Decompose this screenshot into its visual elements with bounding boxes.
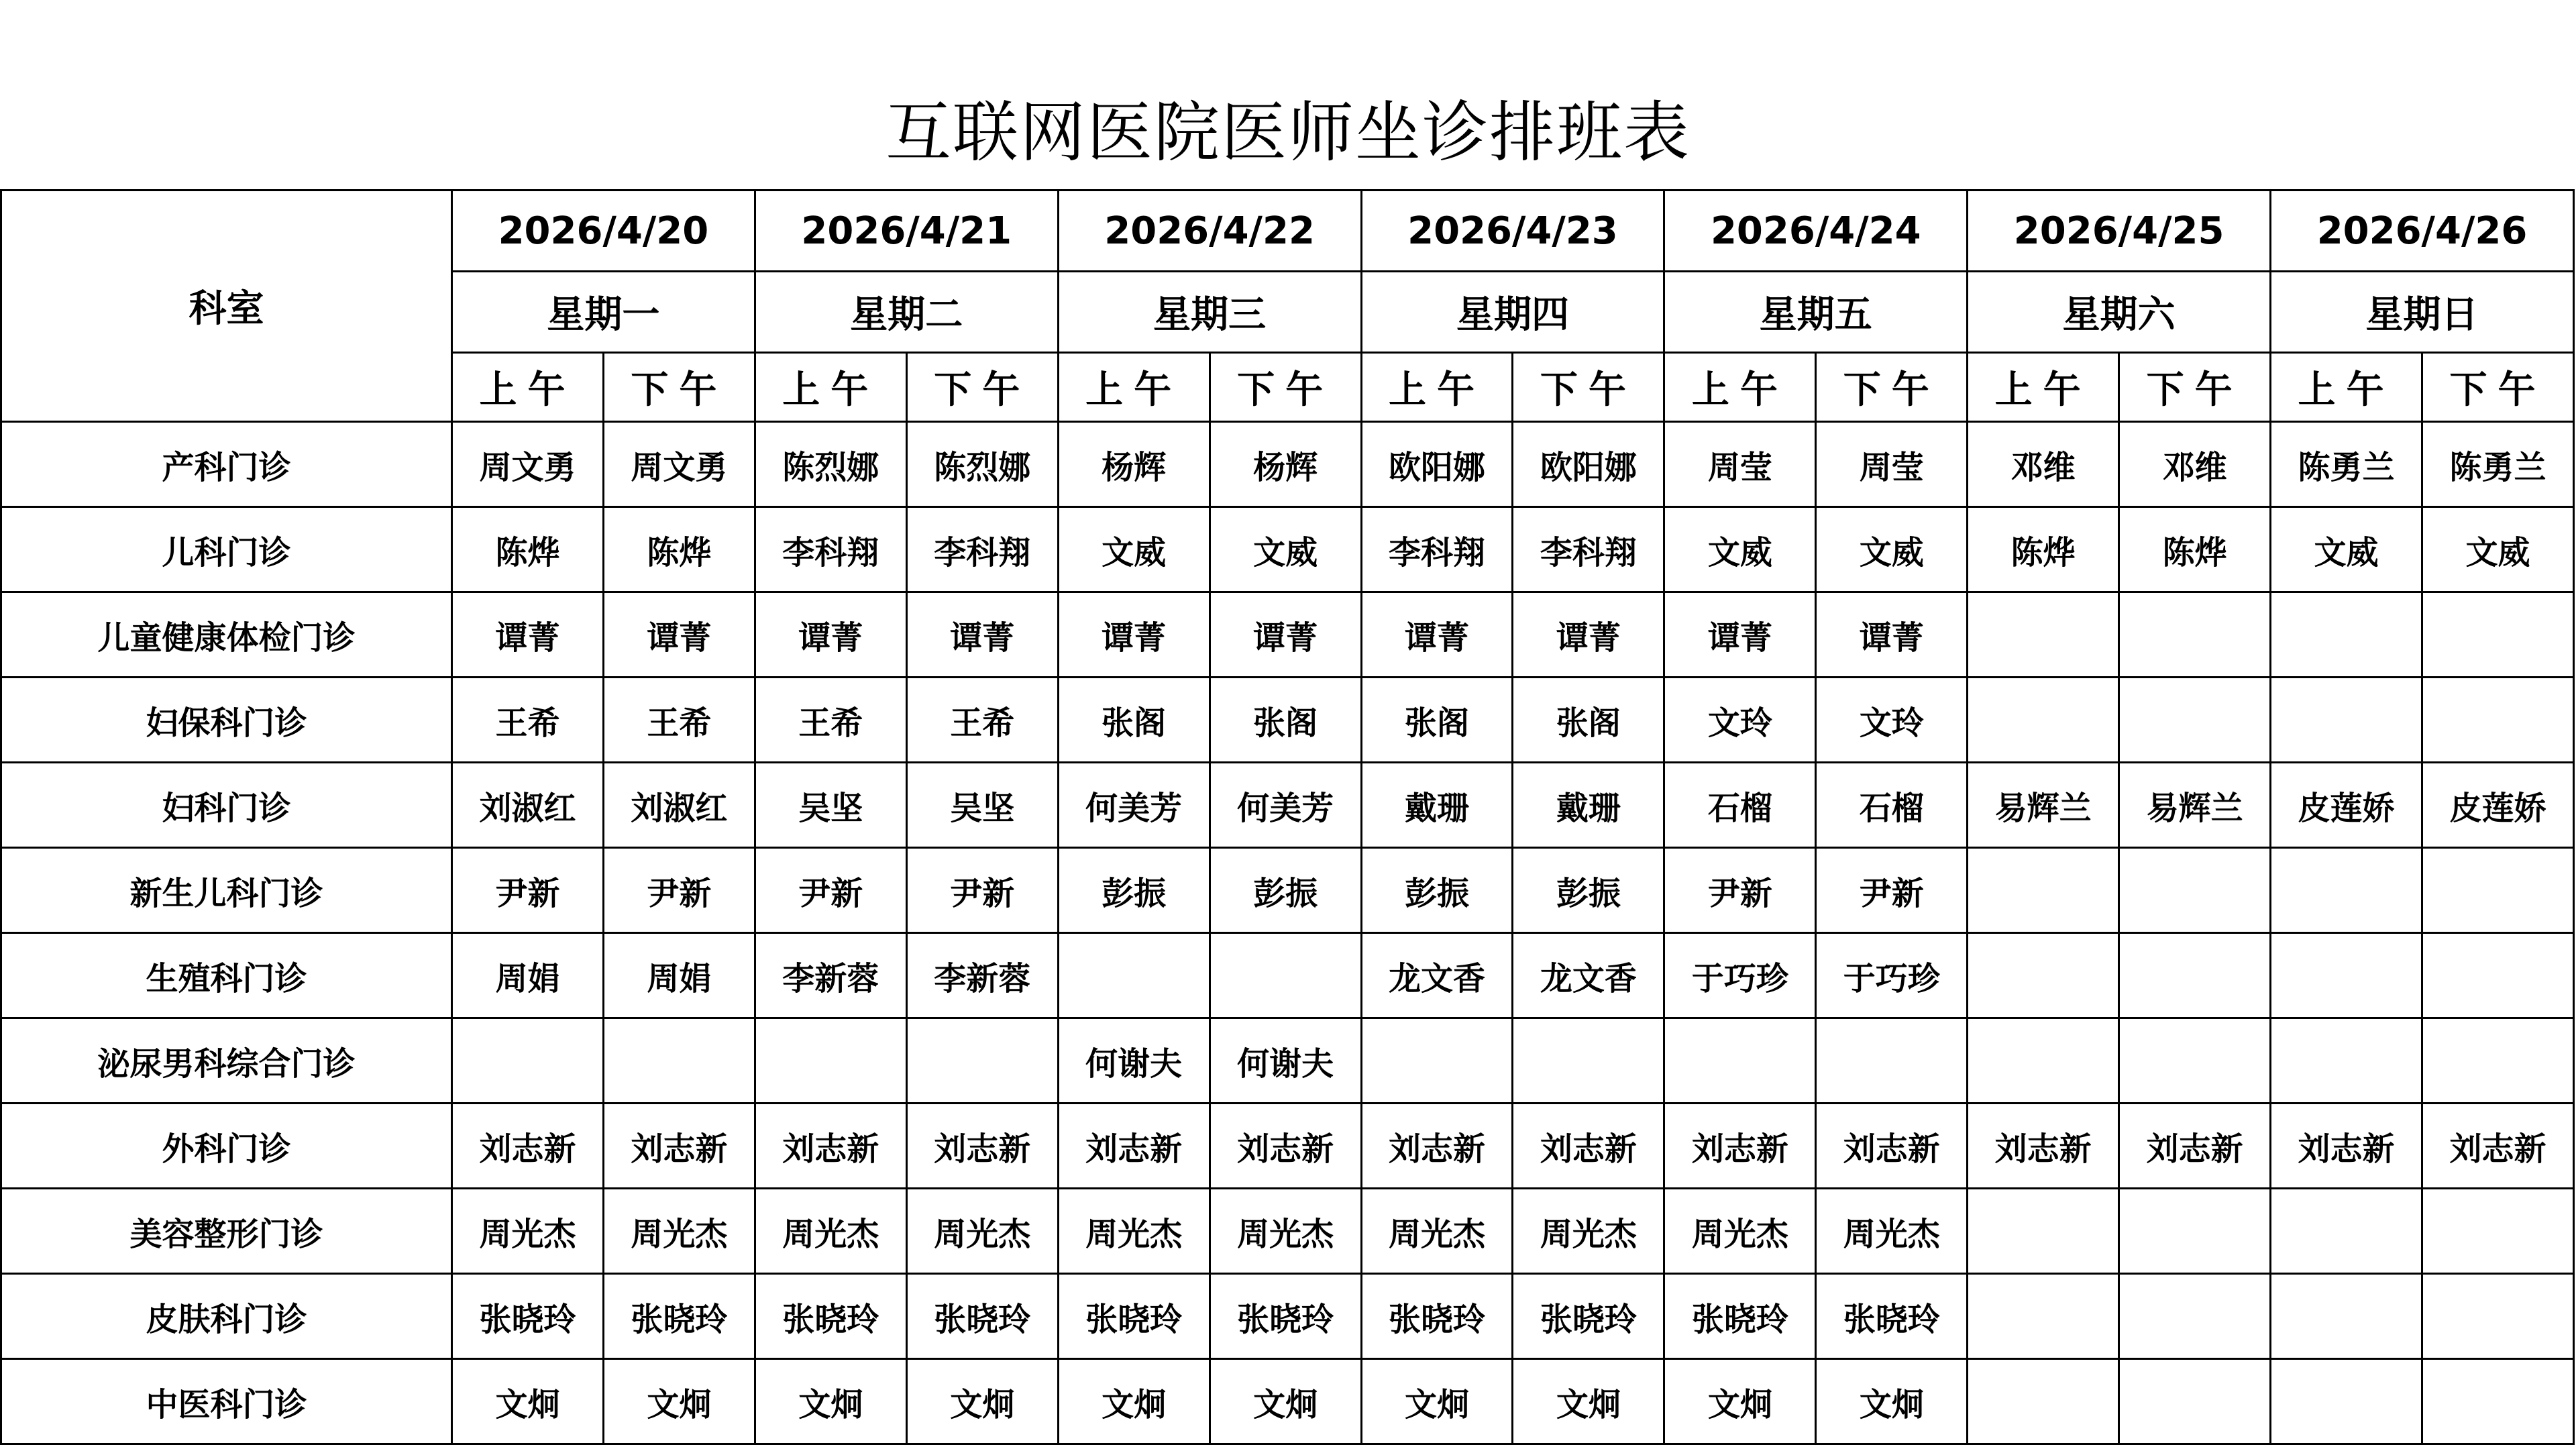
doctor-cell	[2271, 1359, 2422, 1444]
pm-header: 下午	[603, 353, 755, 422]
doctor-cell: 陈烈娜	[755, 422, 906, 507]
doctor-cell	[2422, 1274, 2573, 1359]
doctor-cell: 张阁	[1513, 678, 1664, 763]
doctor-cell: 周娟	[452, 933, 604, 1018]
am-header: 上午	[2271, 353, 2422, 422]
doctor-cell: 彭振	[1058, 848, 1210, 933]
doctor-cell: 彭振	[1513, 848, 1664, 933]
doctor-cell: 周文勇	[452, 422, 604, 507]
doctor-cell	[1513, 1018, 1664, 1104]
doctor-cell: 刘志新	[2422, 1104, 2573, 1189]
table-row	[1, 1189, 2574, 1274]
doctor-cell: 李科翔	[1361, 507, 1513, 592]
doctor-cell: 谭菁	[1816, 592, 1968, 678]
doctor-cell	[1968, 1018, 2119, 1104]
doctor-cell: 张晓玲	[1210, 1274, 1361, 1359]
table-row	[1, 592, 2574, 678]
doctor-cell: 谭菁	[1210, 592, 1361, 678]
doctor-cell	[1968, 1274, 2119, 1359]
doctor-cell: 尹新	[452, 848, 604, 933]
doctor-cell: 陈烨	[2119, 507, 2271, 592]
doctor-cell: 何美芳	[1058, 763, 1210, 848]
doctor-cell: 周光杰	[603, 1189, 755, 1274]
doctor-cell: 尹新	[603, 848, 755, 933]
dept-cell: 皮肤科门诊	[1, 1274, 452, 1359]
doctor-cell: 陈烨	[452, 507, 604, 592]
doctor-cell: 刘志新	[2119, 1104, 2271, 1189]
doctor-cell	[1968, 592, 2119, 678]
doctor-cell: 谭菁	[1513, 592, 1664, 678]
doctor-cell	[2271, 1018, 2422, 1104]
doctor-cell: 何谢夫	[1058, 1018, 1210, 1104]
schedule-table	[0, 189, 2575, 1445]
doctor-cell: 刘志新	[906, 1104, 1058, 1189]
doctor-cell: 易辉兰	[2119, 763, 2271, 848]
doctor-cell: 刘志新	[1816, 1104, 1968, 1189]
doctor-cell	[2271, 592, 2422, 678]
doctor-cell: 谭菁	[906, 592, 1058, 678]
doctor-cell: 尹新	[755, 848, 906, 933]
dept-cell: 妇科门诊	[1, 763, 452, 848]
table-row	[1, 1104, 2574, 1189]
doctor-cell: 陈勇兰	[2422, 422, 2573, 507]
pm-header: 下午	[1210, 353, 1361, 422]
doctor-cell	[2119, 678, 2271, 763]
doctor-cell: 文炯	[1210, 1359, 1361, 1444]
doctor-cell: 谭菁	[1664, 592, 1816, 678]
doctor-cell	[603, 1018, 755, 1104]
doctor-cell: 文炯	[906, 1359, 1058, 1444]
doctor-cell: 周光杰	[906, 1189, 1058, 1274]
doctor-cell: 谭菁	[452, 592, 604, 678]
doctor-cell: 龙文香	[1513, 933, 1664, 1018]
doctor-cell: 周光杰	[1664, 1189, 1816, 1274]
doctor-cell: 何谢夫	[1210, 1018, 1361, 1104]
doctor-cell: 谭菁	[603, 592, 755, 678]
doctor-cell: 欧阳娜	[1361, 422, 1513, 507]
doctor-cell: 于巧珍	[1816, 933, 1968, 1018]
am-header: 上午	[755, 353, 906, 422]
doctor-cell	[1968, 933, 2119, 1018]
doctor-cell: 周光杰	[1361, 1189, 1513, 1274]
doctor-cell	[1968, 1189, 2119, 1274]
date-header: 2026/4/23	[1361, 191, 1664, 272]
doctor-cell: 文炯	[755, 1359, 906, 1444]
doctor-cell	[1968, 678, 2119, 763]
doctor-cell: 皮莲娇	[2422, 763, 2573, 848]
doctor-cell: 王希	[452, 678, 604, 763]
doctor-cell: 文威	[1816, 507, 1968, 592]
dept-cell: 美容整形门诊	[1, 1189, 452, 1274]
doctor-cell: 吴坚	[906, 763, 1058, 848]
doctor-cell	[2271, 848, 2422, 933]
dept-cell: 外科门诊	[1, 1104, 452, 1189]
doctor-cell	[2119, 592, 2271, 678]
doctor-cell: 文威	[1664, 507, 1816, 592]
doctor-cell: 文炯	[603, 1359, 755, 1444]
table-row	[1, 1359, 2574, 1444]
table-row	[1, 933, 2574, 1018]
doctor-cell: 刘志新	[1664, 1104, 1816, 1189]
doctor-cell: 文威	[2422, 507, 2573, 592]
doctor-cell: 邓维	[1968, 422, 2119, 507]
doctor-cell: 龙文香	[1361, 933, 1513, 1018]
pm-header: 下午	[2119, 353, 2271, 422]
table-row	[1, 507, 2574, 592]
doctor-cell: 何美芳	[1210, 763, 1361, 848]
doctor-cell	[2422, 848, 2573, 933]
doctor-cell: 周莹	[1816, 422, 1968, 507]
date-header: 2026/4/25	[1968, 191, 2271, 272]
dept-cell: 泌尿男科综合门诊	[1, 1018, 452, 1104]
doctor-cell: 张阁	[1210, 678, 1361, 763]
doctor-cell: 李科翔	[1513, 507, 1664, 592]
doctor-cell: 戴珊	[1361, 763, 1513, 848]
doctor-cell: 周光杰	[1513, 1189, 1664, 1274]
date-header: 2026/4/26	[2271, 191, 2574, 272]
doctor-cell	[2422, 933, 2573, 1018]
table-row	[1, 1274, 2574, 1359]
doctor-cell: 张晓玲	[755, 1274, 906, 1359]
doctor-cell: 张晓玲	[1816, 1274, 1968, 1359]
doctor-cell: 刘淑红	[452, 763, 604, 848]
am-header: 上午	[1968, 353, 2119, 422]
doctor-cell	[1210, 933, 1361, 1018]
date-header: 2026/4/22	[1058, 191, 1361, 272]
date-header: 2026/4/20	[452, 191, 755, 272]
doctor-cell: 杨辉	[1058, 422, 1210, 507]
table-row	[1, 422, 2574, 507]
doctor-cell	[1816, 1018, 1968, 1104]
doctor-cell	[2271, 678, 2422, 763]
doctor-cell: 张阁	[1361, 678, 1513, 763]
doctor-cell: 彭振	[1361, 848, 1513, 933]
doctor-cell: 周光杰	[452, 1189, 604, 1274]
pm-header: 下午	[906, 353, 1058, 422]
doctor-cell: 吴坚	[755, 763, 906, 848]
table-row	[1, 678, 2574, 763]
doctor-cell	[2271, 933, 2422, 1018]
doctor-cell	[452, 1018, 604, 1104]
doctor-cell: 尹新	[1664, 848, 1816, 933]
doctor-cell: 文玲	[1816, 678, 1968, 763]
doctor-cell: 谭菁	[755, 592, 906, 678]
am-header: 上午	[452, 353, 604, 422]
doctor-cell	[2119, 1018, 2271, 1104]
doctor-cell	[2422, 1018, 2573, 1104]
doctor-cell: 刘淑红	[603, 763, 755, 848]
doctor-cell: 张晓玲	[1361, 1274, 1513, 1359]
doctor-cell: 文炯	[1816, 1359, 1968, 1444]
dept-cell: 儿童健康体检门诊	[1, 592, 452, 678]
doctor-cell	[1361, 1018, 1513, 1104]
doctor-cell: 张晓玲	[1664, 1274, 1816, 1359]
doctor-cell: 刘志新	[1058, 1104, 1210, 1189]
doctor-cell: 文玲	[1664, 678, 1816, 763]
page-title: 互联网医院医师坐诊排班表	[885, 95, 1690, 171]
weekday-header: 星期一	[452, 272, 755, 353]
doctor-cell: 张晓玲	[906, 1274, 1058, 1359]
dept-cell: 新生儿科门诊	[1, 848, 452, 933]
date-header: 2026/4/24	[1664, 191, 1968, 272]
doctor-cell: 刘志新	[603, 1104, 755, 1189]
doctor-cell: 周莹	[1664, 422, 1816, 507]
dept-cell: 产科门诊	[1, 422, 452, 507]
doctor-cell	[2119, 1359, 2271, 1444]
doctor-cell	[1968, 1359, 2119, 1444]
doctor-cell: 陈烈娜	[906, 422, 1058, 507]
dept-header: 科室	[1, 191, 452, 422]
doctor-cell	[1664, 1018, 1816, 1104]
am-header: 上午	[1058, 353, 1210, 422]
weekday-header: 星期五	[1664, 272, 1968, 353]
doctor-cell	[2119, 1189, 2271, 1274]
schedule-body	[1, 422, 2574, 1444]
doctor-cell	[2119, 933, 2271, 1018]
doctor-cell: 李新蓉	[906, 933, 1058, 1018]
doctor-cell	[2119, 1274, 2271, 1359]
doctor-cell: 石榴	[1816, 763, 1968, 848]
doctor-cell: 刘志新	[755, 1104, 906, 1189]
doctor-cell: 杨辉	[1210, 422, 1361, 507]
dept-cell: 妇保科门诊	[1, 678, 452, 763]
doctor-cell	[2271, 1189, 2422, 1274]
doctor-cell	[755, 1018, 906, 1104]
doctor-cell: 文威	[1058, 507, 1210, 592]
dept-cell: 中医科门诊	[1, 1359, 452, 1444]
doctor-cell: 尹新	[906, 848, 1058, 933]
doctor-cell: 周娟	[603, 933, 755, 1018]
doctor-cell: 周光杰	[1816, 1189, 1968, 1274]
weekday-header: 星期三	[1058, 272, 1361, 353]
doctor-cell: 李科翔	[906, 507, 1058, 592]
doctor-cell: 文炯	[1361, 1359, 1513, 1444]
dept-cell: 生殖科门诊	[1, 933, 452, 1018]
doctor-cell: 皮莲娇	[2271, 763, 2422, 848]
doctor-cell: 谭菁	[1361, 592, 1513, 678]
pm-header: 下午	[1816, 353, 1968, 422]
doctor-cell: 文炯	[1513, 1359, 1664, 1444]
doctor-cell: 尹新	[1816, 848, 1968, 933]
doctor-cell: 周光杰	[1058, 1189, 1210, 1274]
table-row	[1, 848, 2574, 933]
doctor-cell	[2422, 1189, 2573, 1274]
pm-header: 下午	[1513, 353, 1664, 422]
pm-header: 下午	[2422, 353, 2573, 422]
doctor-cell: 文炯	[1664, 1359, 1816, 1444]
doctor-cell	[2119, 848, 2271, 933]
doctor-cell	[2271, 1274, 2422, 1359]
doctor-cell: 文威	[1210, 507, 1361, 592]
doctor-cell: 周光杰	[755, 1189, 906, 1274]
doctor-cell: 陈烨	[603, 507, 755, 592]
doctor-cell: 欧阳娜	[1513, 422, 1664, 507]
doctor-cell: 文威	[2271, 507, 2422, 592]
doctor-cell: 刘志新	[452, 1104, 604, 1189]
am-header: 上午	[1361, 353, 1513, 422]
doctor-cell: 陈勇兰	[2271, 422, 2422, 507]
doctor-cell: 刘志新	[1210, 1104, 1361, 1189]
doctor-cell: 刘志新	[1513, 1104, 1664, 1189]
doctor-cell: 于巧珍	[1664, 933, 1816, 1018]
doctor-cell: 周文勇	[603, 422, 755, 507]
doctor-cell: 刘志新	[1361, 1104, 1513, 1189]
doctor-cell	[2422, 592, 2573, 678]
date-header: 2026/4/21	[755, 191, 1058, 272]
doctor-cell: 邓维	[2119, 422, 2271, 507]
doctor-cell: 石榴	[1664, 763, 1816, 848]
date-header-row	[1, 191, 2574, 272]
doctor-cell: 王希	[603, 678, 755, 763]
doctor-cell: 陈烨	[1968, 507, 2119, 592]
doctor-cell: 张晓玲	[1513, 1274, 1664, 1359]
doctor-cell: 王希	[906, 678, 1058, 763]
doctor-cell: 张晓玲	[1058, 1274, 1210, 1359]
doctor-cell: 易辉兰	[1968, 763, 2119, 848]
doctor-cell: 刘志新	[1968, 1104, 2119, 1189]
doctor-cell: 张晓玲	[603, 1274, 755, 1359]
doctor-cell: 谭菁	[1058, 592, 1210, 678]
doctor-cell	[2422, 1359, 2573, 1444]
doctor-cell: 彭振	[1210, 848, 1361, 933]
doctor-cell	[1058, 933, 1210, 1018]
doctor-cell: 王希	[755, 678, 906, 763]
weekday-header: 星期二	[755, 272, 1058, 353]
weekday-header: 星期四	[1361, 272, 1664, 353]
doctor-cell: 周光杰	[1210, 1189, 1361, 1274]
table-row	[1, 763, 2574, 848]
doctor-cell: 李新蓉	[755, 933, 906, 1018]
doctor-cell	[2422, 678, 2573, 763]
doctor-cell: 张阁	[1058, 678, 1210, 763]
doctor-cell: 文炯	[1058, 1359, 1210, 1444]
dept-cell: 儿科门诊	[1, 507, 452, 592]
weekday-header: 星期六	[1968, 272, 2271, 353]
doctor-cell: 刘志新	[2271, 1104, 2422, 1189]
doctor-cell: 张晓玲	[452, 1274, 604, 1359]
am-header: 上午	[1664, 353, 1816, 422]
weekday-header: 星期日	[2271, 272, 2574, 353]
doctor-cell: 李科翔	[755, 507, 906, 592]
doctor-cell	[906, 1018, 1058, 1104]
table-row	[1, 1018, 2574, 1104]
doctor-cell: 戴珊	[1513, 763, 1664, 848]
doctor-cell: 文炯	[452, 1359, 604, 1444]
doctor-cell	[1968, 848, 2119, 933]
